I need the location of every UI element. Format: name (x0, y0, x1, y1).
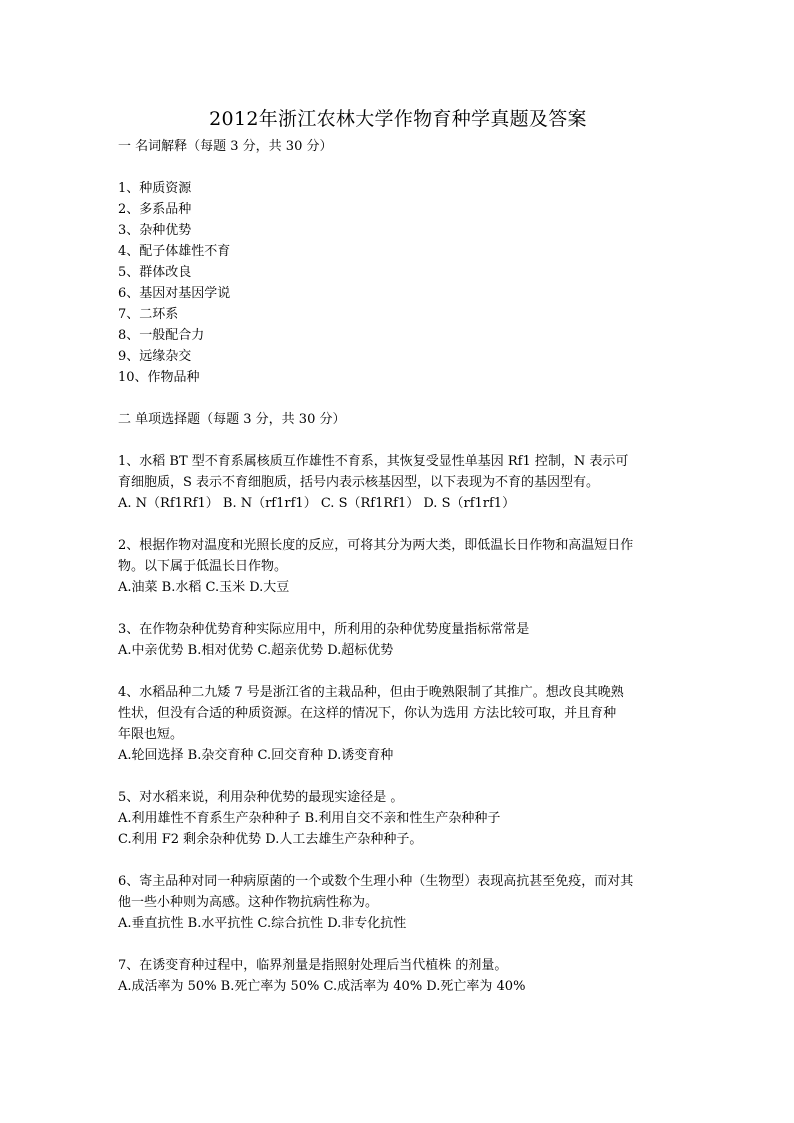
question-options: A.中亲优势 B.相对优势 C.超亲优势 D.超标优势 (118, 643, 394, 658)
blank-line (118, 934, 678, 955)
question-options: A.轮回选择 B.杂交育种 C.回交育种 D.诱变育种 (118, 748, 394, 763)
document-page (118, 104, 678, 997)
question-stem-line: 4、水稻品种二九矮 7 号是浙江省的主栽品种，但由于晚熟限制了其推广。想改良其晚熟 (118, 685, 624, 700)
question-list (118, 451, 678, 997)
blank-line (118, 430, 678, 451)
term-item: 9、远缘杂交 (118, 349, 192, 364)
term-item: 4、配子体雄性不育 (118, 244, 231, 259)
question-stem-line: 7、在诱变育种过程中，临界剂量是指照射处理后当代植株 的剂量。 (118, 958, 508, 973)
blank-line (118, 157, 678, 178)
term-list (118, 178, 678, 388)
term-item: 8、一般配合力 (118, 328, 205, 343)
question-options: A.成活率为 50% B.死亡率为 50% C.成活率为 40% D.死亡率为 40% (118, 979, 526, 994)
question-4 (118, 682, 678, 766)
term-item: 6、基因对基因学说 (118, 286, 231, 301)
question-stem-line: 3、在作物杂种优势育种实际应用中，所利用的杂种优势度量指标常常是 (118, 622, 530, 637)
document-title: 2012年浙江农林大学作物育种学真题及答案 (209, 108, 587, 130)
question-7 (118, 955, 678, 997)
blank-line (118, 850, 678, 871)
term-item: 1、种质资源 (118, 181, 192, 196)
question-stem-line: 育细胞质，S 表示不育细胞质，括号内表示核基因型，以下表现为不育的基因型有。 (118, 475, 600, 490)
question-stem-line: 物。以下属于低温长日作物。 (118, 559, 288, 574)
blank-line (118, 598, 678, 619)
term-item: 3、杂种优势 (118, 223, 192, 238)
question-5 (118, 787, 678, 850)
question-stem-line: 年限也短。 (118, 727, 184, 742)
blank-line (118, 661, 678, 682)
question-3 (118, 619, 678, 661)
term-item: 2、多系品种 (118, 202, 192, 217)
section-1-heading: 一 名词解释（每题 3 分，共 30 分） (118, 139, 333, 154)
question-options: A.利用雄性不育系生产杂种种子 B.利用自交不亲和性生产杂种种子 (118, 811, 501, 826)
question-stem-line: 1、水稻 BT 型不育系属核质互作雄性不育系，其恢复受显性单基因 Rf1 控制，N 表示可 (118, 454, 629, 469)
question-stem-line: 性状，但没有合适的种质资源。在这样的情况下，你认为选用 方法比较可取，并且育种 (118, 706, 617, 721)
term-item: 7、二环系 (118, 307, 179, 322)
question-stem-line: 他一些小种则为高感。这种作物抗病性称为。 (118, 895, 379, 910)
question-stem-line: 2、根据作物对温度和光照长度的反应，可将其分为两大类，即低温长日作物和高温短日作 (118, 538, 634, 553)
blank-line (118, 514, 678, 535)
question-1 (118, 451, 678, 514)
question-options: A.垂直抗性 B.水平抗性 C.综合抗性 D.非专化抗性 (118, 916, 407, 931)
question-2 (118, 535, 678, 598)
blank-line (118, 388, 678, 409)
term-item: 5、群体改良 (118, 265, 192, 280)
question-options: C.利用 F2 剩余杂种优势 D.人工去雄生产杂种种子。 (118, 832, 423, 847)
question-options: A. N（Rf1Rf1） B. N（rf1rf1） C. S（Rf1Rf1） D. S（rf1rf1） (118, 496, 516, 511)
question-stem-line: 5、对水稻来说，利用杂种优势的最现实途径是 。 (118, 790, 404, 805)
question-options: A.油菜 B.水稻 C.玉米 D.大豆 (118, 580, 290, 595)
blank-line (118, 766, 678, 787)
question-stem-line: 6、寄主品种对同一种病原菌的一个或数个生理小种（生物型）表现高抗甚至免疫，而对其 (118, 874, 634, 889)
term-item: 10、作物品种 (118, 370, 200, 385)
question-6 (118, 871, 678, 934)
section-2-heading: 二 单项选择题（每题 3 分，共 30 分） (118, 412, 346, 427)
